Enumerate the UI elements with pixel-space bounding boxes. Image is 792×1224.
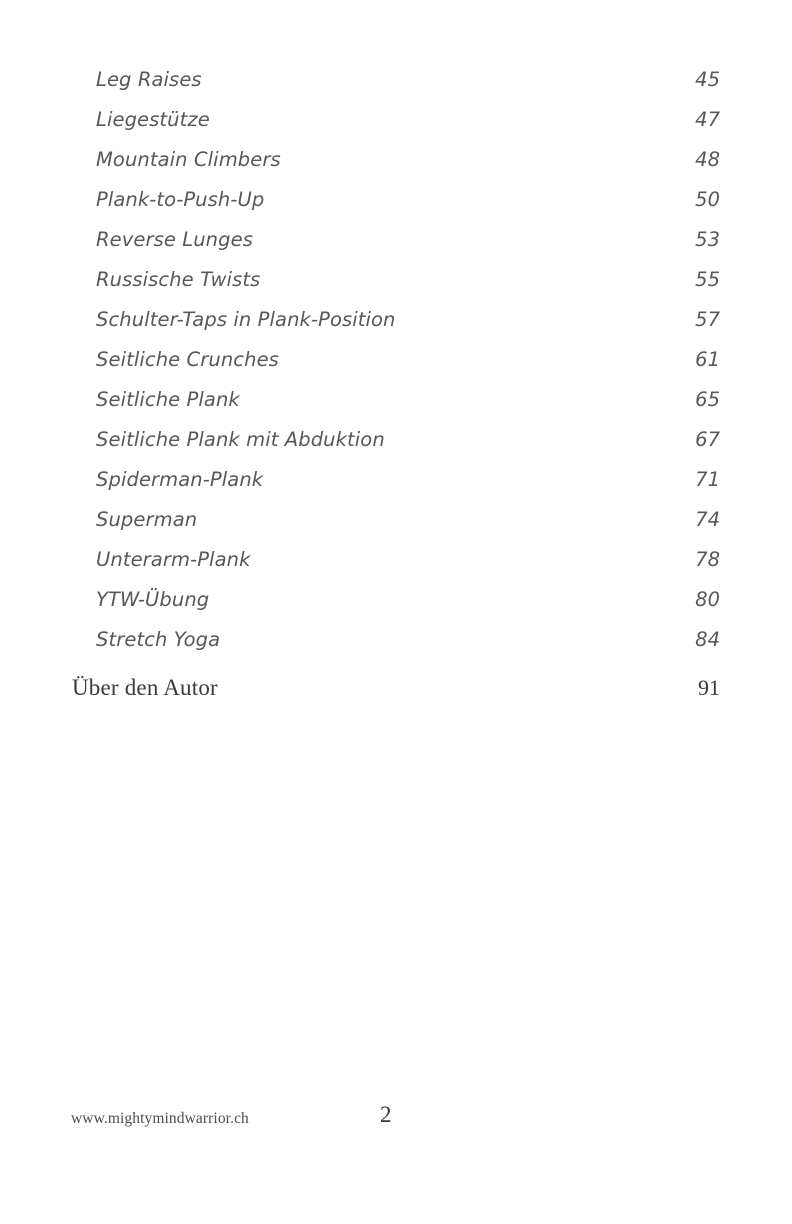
toc-entry-page-number: 67 — [695, 428, 720, 451]
toc-entry-title: Reverse Lunges — [96, 228, 253, 251]
toc-entry-title: Unterarm-Plank — [96, 548, 251, 571]
footer-website-url: www.mightymindwarrior.ch — [71, 1110, 249, 1127]
toc-entry-page-number: 84 — [695, 628, 720, 651]
toc-entry-page-number: 53 — [695, 228, 720, 251]
toc-entry-title: Stretch Yoga — [96, 628, 221, 651]
toc-entry[interactable] — [72, 628, 720, 668]
toc-entry-title: Liegestütze — [96, 108, 210, 131]
toc-entry-title: Spiderman-Plank — [96, 468, 264, 491]
toc-entry-title: Über den Autor — [72, 675, 218, 700]
toc-entry-title: Seitliche Crunches — [96, 348, 279, 371]
toc-entry-page-number: 45 — [695, 68, 720, 91]
toc-entry[interactable] — [72, 548, 720, 588]
toc-entry-title: Leg Raises — [96, 68, 202, 91]
footer-page-number: 2 — [380, 1102, 392, 1127]
toc-entry[interactable] — [72, 508, 720, 548]
toc-entry[interactable] — [72, 268, 720, 308]
toc-entry-page-number: 65 — [695, 388, 720, 411]
toc-entry-title: Plank-to-Push-Up — [96, 188, 265, 211]
toc-entry[interactable] — [72, 388, 720, 428]
toc-entry-page-number: 57 — [695, 308, 720, 331]
toc-entry-page-number: 74 — [695, 508, 720, 531]
page-footer — [0, 1100, 792, 1146]
toc-entry-page-number: 47 — [695, 108, 720, 131]
toc-entry[interactable] — [72, 675, 720, 722]
toc-entry-title: Schulter-Taps in Plank-Position — [96, 308, 396, 331]
toc-entry[interactable] — [72, 308, 720, 348]
table-of-contents — [72, 68, 720, 722]
toc-entry[interactable] — [72, 468, 720, 508]
toc-entry[interactable] — [72, 228, 720, 268]
toc-entry[interactable] — [72, 188, 720, 228]
toc-entry-page-number: 48 — [695, 148, 720, 171]
toc-entry-page-number: 91 — [698, 675, 720, 700]
toc-entry-page-number: 61 — [695, 348, 720, 371]
toc-entry-page-number: 50 — [695, 188, 720, 211]
toc-entry-page-number: 78 — [695, 548, 720, 571]
toc-entry[interactable] — [72, 68, 720, 108]
toc-entry[interactable] — [72, 348, 720, 388]
toc-entry[interactable] — [72, 588, 720, 628]
toc-entry-page-number: 71 — [695, 468, 720, 491]
toc-entry[interactable] — [72, 108, 720, 148]
toc-entry[interactable] — [72, 148, 720, 188]
toc-entry-page-number: 80 — [695, 588, 720, 611]
toc-entry-title: Mountain Climbers — [96, 148, 281, 171]
toc-entry[interactable] — [72, 428, 720, 468]
toc-entry-page-number: 55 — [695, 268, 720, 291]
toc-entry-title: YTW-Übung — [96, 588, 210, 611]
toc-entry-title: Superman — [96, 508, 198, 531]
toc-entry-title: Seitliche Plank mit Abduktion — [96, 428, 385, 451]
toc-entry-title: Seitliche Plank — [96, 388, 240, 411]
toc-entry-title: Russische Twists — [96, 268, 261, 291]
